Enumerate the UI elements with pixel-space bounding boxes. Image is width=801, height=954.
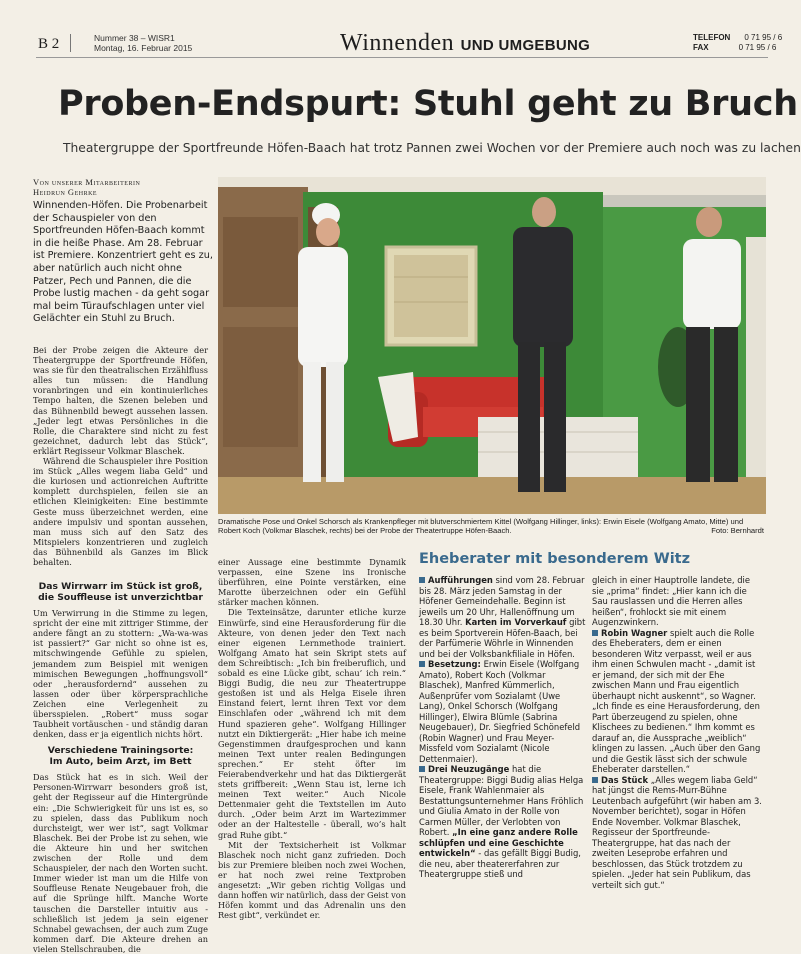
item-lead: Robin Wagner bbox=[601, 627, 668, 638]
paragraph: einer Aussage eine bestimmte Dynamik verpassen, eine Szene ins Ironische überführen, eine Pointe verstärken, eine Marotte überzeichnen oder ein Gefühl stärker machen können. bbox=[218, 557, 406, 608]
issue-info bbox=[94, 33, 192, 53]
fax-number: 0 71 95 / 6 bbox=[738, 43, 777, 52]
article-subheadline: Theatergruppe der Sportfreunde Höfen-Baach hat trotz Pannen zwei Wochen vor der Premiere auch noch was zu lachen bbox=[63, 141, 801, 155]
item-bold: Karten im Vorverkauf bbox=[465, 617, 567, 627]
item-lead: Das Stück bbox=[601, 774, 649, 785]
subheading bbox=[33, 581, 208, 603]
issue-number: Nummer 38 – WISR1 bbox=[94, 33, 175, 43]
section-title bbox=[340, 30, 590, 57]
photo-credit: Foto: Bernhardt bbox=[711, 526, 764, 536]
paragraph: Um Verwirrung in die Stimme zu legen, spricht der eine mit zittriger Stimme, der andere fängt an zu stottern: „Wa-wa-was ist passiert?“ Gar nicht so ohne ist es, mitschwingende Gefühle zu spielen, jemandem zum Beispiel mit wenigen mimischen Bewegungen „hoffnungsvoll“ oder „herausfordernd“ aussehen zu lassen oder über körpersprachliche Zeichen eine Verlegenheit zu übersspielen. „Robert“ muss sogar Taubheit vortäuschen - und ständig daran denken, dass er ja eigentlich nichts hört. bbox=[33, 608, 208, 740]
item-text: hat die Theatergruppe: Biggi Budig alias Helga Eisele, Frank Wahlenmaier als Bestattungsunternehmer Hans Fröhlich und Giulia Amato in der Rolle von Carmen Müller, der Verlobten von Robert. bbox=[419, 764, 584, 837]
phone-label: TELEFON bbox=[693, 33, 731, 42]
issue-date: Montag, 16. Februar 2015 bbox=[94, 43, 193, 53]
paragraph: Die Texteinsätze, darunter etliche kurze Einwürfe, sind eine Herausforderung für die Akteure, von denen jeder den Text nach einer eigenen Lernmethode trainiert. Wolfgang Amato hat sein Skript stets auf dem Schreibtisch: „Ich bin freiberuflich, und sobald es eine Lücke gibt, schau’ ich rein.“ Biggi Budig, die neu zur Theatertruppe gestoßen ist und als Helga Eisele ihren Einstand feiert, lernt ihren Text vor dem Einschlafen oder „während ich mit dem Hund spazieren gehe“. Wolfgang Hillinger nutzt ein Diktiergerät: „Hier habe ich meine Gegenstimmen draufgesprochen und kann meinen Text unter realen Bedingungen sprechen.“ Er steht öfter im Feierabendverkehr und hat das Diktiergerät stets griffbereit: „Wenn Stau ist, lerne ich meinen Text weiter.“ Auch Nicole Dettenmaier geht die Textstellen im Auto durch. „Oder beim Arzt im Wartezimmer oder an der Haltestelle - überall, wo’s halt grad Ruhe gibt.“ bbox=[218, 607, 406, 840]
infobox-item bbox=[592, 775, 762, 891]
masthead-rule bbox=[36, 57, 768, 58]
caption-text: Dramatische Pose und Onkel Schorsch als Krankenpfleger mit blutverschmiertem Kittel (Wolfgang Hillinger, links): Erwin Eisele (Wolfgang Amato, Mitte) und Robert Koch (Volkmar Blaschek, rechts) bei der Probe der Theatertruppe Höfen-Baach. bbox=[218, 517, 744, 536]
subheading-line: Verschiedene Trainingsorte: bbox=[47, 745, 194, 757]
item-text: spielt auch die Rolle des Eheberaters, dem er einen besonderen Witz verpasst, weil er aus ihm einen Schwulen macht - „damit ist er jemand, der sich mit der Ehe zwischen Mann und Frau eigentlich überhaupt nicht auskennt“, so Wagner. „Ich finde es eine Herausforderung, den Part überzeugend zu spielen, ohne Klischees zu bedienen.“ Ihm kommt es darauf an, die Aussprache „weiblich“ klingen zu lassen. „Auch über den Gang und die Gestik lässt sich der schwule Eheberater darstellen.“ bbox=[592, 627, 761, 774]
article-column-1 bbox=[33, 345, 208, 954]
subheading-line: die Souffleuse ist unverzichtbar bbox=[38, 592, 203, 604]
paragraph: Mit der Textsicherheit ist Volkmar Blaschek noch nicht ganz zufrieden. Doch bis zur Premiere bleiben noch zwei Wochen, er hat noch zwei reine Textproben angesetzt: „Wir geben richtig Vollgas und dann hoffen wir natürlich, dass der Geist von Höfen kommt und das Adrenalin uns den Rest gibt“, verkündet er. bbox=[218, 839, 406, 921]
bullet-square-icon bbox=[592, 630, 598, 636]
infobox-item bbox=[592, 575, 762, 628]
article-lead: Winnenden-Höfen. Die Probenarbeit der Schauspieler von den Sportfreunden Höfen-Baach kommt in die heiße Phase. Am 28. Februar ist Premiere. Konzentriert geht es zu, aber natürlich auch nicht ohne Patzer, Pech und Pannen, die die Probe lustig machen - da geht sogar mal beim Türaufschlagen unter viel Gelächter ein Stuhl zu Bruch. bbox=[33, 200, 213, 325]
infobox-column-1 bbox=[419, 575, 587, 880]
paragraph: Während die Schauspieler ihre Position im Stück „Alles wegem liaba Geld“ und die kuriosen und actionreichen Auftritte komplett durchspielen, feilen sie an etlichen Kleinigkeiten: Eine bestimmte Geste muss überzeichnet werden, eine andere impulsiv und spontan aussehen, man muss sich auf den Satz des Mitspielers konzentrieren und zugleich das Bühnenbild als Ganzes im Blick behalten. bbox=[33, 456, 208, 567]
section-name: Winnenden bbox=[340, 30, 455, 56]
bullet-square-icon bbox=[592, 777, 598, 783]
item-lead: Drei Neuzugänge bbox=[428, 764, 510, 774]
bullet-square-icon bbox=[419, 577, 425, 583]
section-subtitle: UND UMGEBUNG bbox=[460, 37, 591, 54]
phone-number: 0 71 95 / 6 bbox=[744, 33, 783, 42]
infobox-item bbox=[419, 659, 587, 764]
masthead bbox=[0, 0, 783, 58]
byline-author: Heidrun Gehrke bbox=[33, 187, 98, 197]
infobox-item bbox=[592, 628, 762, 775]
item-text: gleich in einer Hauptrolle landete, die sie „prima“ findet: „Hier kann ich die Sau rauslassen und die Herren alles heißen“, frohlockt sie mit einem Augenzwinkern. bbox=[592, 575, 751, 627]
paragraph: Bei der Probe zeigen die Akteure der Theatergruppe der Sportfreunde Höfen, was sie für den theatralischen Erzählfluss alles tun müssen: die Handlung voranbringen und ein kontinuierliches Tempo halten, die Szenen beleben und das Bühnenbild bewegt aussehen lassen. „Jeder legt etwas Persönliches in die Rolle, die Charaktere sind nicht zu fest gezeichnet, dadurch lebt das Stück“, erklärt Regisseur Volkmar Blaschek. bbox=[33, 345, 208, 456]
bullet-square-icon bbox=[419, 661, 425, 667]
item-text: - das gefällt Biggi Budig, die neu, aber theatererfahren zur Theatergruppe stieß und bbox=[419, 848, 581, 879]
item-text: Erwin Eisele (Wolfgang Amato), Robert Koch (Volkmar Blaschek), Manfred Kümmerlich, Außenprüfer vom Sozialamt (Uwe Lang), Onkel Schorsch (Wolfgang Hillinger), Elwira Blümle (Sabrina Neugebauer), Dr. Siegfried Schönefeld (Robin Wagner) und Frau Meyer-Missfeld vom Sozialamt (Nicole Dettenmaier). bbox=[419, 659, 581, 764]
subheading bbox=[33, 745, 208, 767]
item-text: gibt es beim Sportverein Höfen-Baach, bei der Parfümerie Wöhrle in Winnenden und bei der Volksbankfiliale in Höfen. bbox=[419, 617, 586, 659]
article-photo bbox=[218, 177, 766, 514]
bullet-square-icon bbox=[419, 766, 425, 772]
item-text: sind vom 28. Februar bis 28. März jeden Samstag in der Höfener Gemeindehalle. Beginn ist jeweils um 20 Uhr, Hallenöffnung um 18.30 Uhr. bbox=[419, 575, 585, 627]
item-quote: „In eine ganz andere Rolle schlüpfen und eine Geschichte entwickeln“ bbox=[419, 827, 578, 858]
item-lead: Besetzung: bbox=[428, 659, 481, 669]
photo-caption bbox=[218, 517, 766, 535]
byline bbox=[33, 177, 140, 197]
subheading-line: Das Wirrwarr im Stück ist groß, bbox=[38, 581, 203, 593]
infobox-title: Eheberater mit besonderem Witz bbox=[419, 551, 691, 567]
contact-info bbox=[693, 33, 782, 53]
infobox-column-2 bbox=[592, 575, 762, 890]
subheading-line: Im Auto, beim Arzt, im Bett bbox=[49, 756, 192, 768]
stage-photo bbox=[218, 177, 766, 514]
article-column-2 bbox=[218, 557, 406, 920]
article-headline: Proben-Endspurt: Stuhl geht zu Bruch bbox=[58, 84, 798, 124]
page-number: B 2 bbox=[38, 36, 60, 52]
page-separator bbox=[70, 34, 71, 52]
infobox-item bbox=[419, 764, 587, 880]
fax-label: FAX bbox=[693, 43, 709, 52]
byline-role: Von unserer Mitarbeiterin bbox=[33, 177, 141, 187]
item-text: „Alles wegem liaba Geld“ hat jüngst die Rems-Murr-Bühne Leutenbach aufgeführt (wir haben am 3. November berichtet), sogar in Höfen Ende November. Volkmar Blaschek, Regisseur der Sportfreunde-Theatergruppe, hat das nach der zweiten Leseprobe erfahren und beschlossen, das Stück trotzdem zu spielen. „Jeder hat sein Publikum, das verteilt sich gut.“ bbox=[592, 774, 762, 890]
item-lead: Aufführungen bbox=[428, 575, 493, 585]
paragraph: Das Stück hat es in sich. Weil der Personen-Wirrwarr besonders groß ist, geht der Regisseur auf die Hintergründe ein: „Die Schwierigkeit für uns ist es, so zu spielen, dass das Publikum noch durchsteigt, wer wer ist“, sagt Volkmar Blaschek. Bei der Probe ist zu sehen, wie die Akteure hin und her switchen zwischen der Rolle und dem Schauspieler, der nach den Worten sucht. Immer wieder ist man um die Hilfe von Souffleuse Renate Neugebauer froh, die auf die Sprünge hilft. Manche Worte tauschen die Darsteller intuitiv aus - schließlich ist jedem ja sein eigener Schnabel gewachsen, der auch zum Zuge kommen darf. Die Akteure drehen an vielen Stellschrauben, die bbox=[33, 772, 208, 954]
infobox-item bbox=[419, 575, 587, 659]
